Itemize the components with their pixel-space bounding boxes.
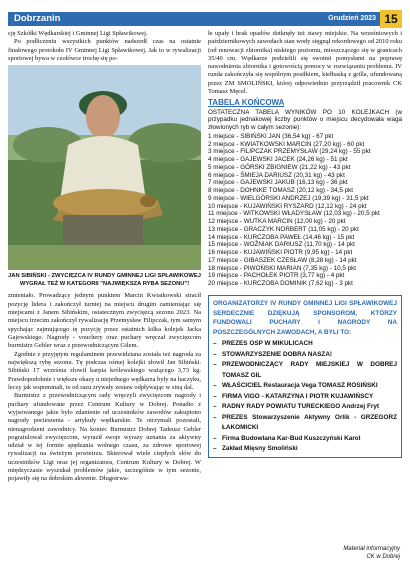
left-paragraph-3: Zgodnie z przyjętym regulaminem przewidziana została też nagroda za największą rybę sezonu. Tę podczas ośmej kolejki złowił Jan Sibiński. Sibiński 17 września złowił karpia królewskiego ważącego 3,73 kg. Prawdopodobnie i większe okazy u niejednego wędkarza były na haczyku, leczy jak wspominali, te od razu zrywały zestaw odpływając w siną dal. <box>8 350 201 391</box>
left-paragraph-2: zmieniało. Prowadzący jednym punktem Marcin Kwiatkowski stracił pozycję lidera i zakończył turniej na miejscu drugim zamieniając się miejscami z Janem Sibińskim, ostatecznym zwycięzcą sezonu 2023. Na miejscu trzecim zakończył rywalizację Przemysław Filipczak, tym samym spychając zajmującego tę pozycję przez ostatnich kilka kolejek Jacka Gajewskiego. Nagrody - vouchery oraz puchary wręczał zwycięzcom burmistrz Gebler wraz z przewodniczącym Gilem. <box>8 292 201 350</box>
sponsor-item: – STOWARZYSZENIE DOBRA NASZA! <box>213 350 397 361</box>
result-row: 14 miejsce - KURCZOBA PAWEŁ (14,46 kg) - 15 pkt <box>208 233 355 241</box>
right-top-text: łe upały i brak opadów dotknęły też stawy miejskie. Na wrześniowych i październikowych zawodach stan wody sięgnął rekordowego od 2010 roku (od renowacji zbiornika) niskiego poziomu, mieszczącego się w granicach 35/40 cm. Wędkarze podzielili się swoimi pomysłami na poprawę nawodnienia zbiornika i gotowością pomocy w rozwiązaniu problemu. IV runda zakończyła się wspólnym posiłkiem, kiełbaską z grilla, ufundowaną przez ZM SMOLIŃSKI, której odpowiednio przyrządził pracownik CK Tomasz Męcel. <box>208 30 402 96</box>
page-header <box>8 12 402 26</box>
result-row: 13 miejsce - GRACZYK NORBERT (11,05 kg) - 20 pkt <box>208 225 359 233</box>
result-row: 15 miejsce - WOŹNIAK DARIUSZ (11,70 kg) - 14 pkt <box>208 241 355 249</box>
right-column <box>208 30 402 458</box>
sponsor-item: – FIRMA VIGO - KATARZYNA I PIOTR KUJAWIŃSCY <box>213 392 397 403</box>
sponsor-item: – PREZES OSP W MIKULICACH <box>213 339 397 350</box>
left-column <box>8 30 201 484</box>
results-list <box>208 133 402 288</box>
results-table <box>208 109 402 288</box>
result-row: 12 miejsce - WUTKA MARCIN (12,00 kg) - 20 pkt <box>208 218 346 226</box>
result-row: 8 miejsce - DOHNKE TOMASZ (20,12 kg) - 34,5 pkt <box>208 187 353 195</box>
page-number: 15 <box>380 10 402 28</box>
left-paragraph-1: Po podliczeniu wszystkich punktów nadszedł czas na ostatnie finałowego protokołu IV Gminnej Ligi Spławikowej. Jak to w rywalizacji sportowej bywa w czołówce trochę się po- <box>8 38 201 63</box>
result-row: 16 miejsce - KUJAWIŃSKI PIOTR (9,95 kg) - 14 pkt <box>208 249 353 257</box>
result-row: 1 miejsce - SIBIŃSKI JAN (36,54 kg) - 67 pkt <box>208 132 334 140</box>
results-intro: OSTATECZNA TABELA WYNIKÓW PO 10 KOLEJKACH (w przypadku jednakowej liczby punktów o miejscu decydowała waga złowionych ryb w całym sezonie): <box>208 108 402 132</box>
result-row: 6 miejsce - ŚMIEJA DARIUSZ (20,31 kg) - 43 pkt <box>208 171 345 179</box>
newspaper-title: Dobrzanin <box>14 13 61 24</box>
angler-photo <box>8 65 201 270</box>
material-line-2: CK w Dobrej <box>366 553 400 560</box>
material-note <box>343 546 400 561</box>
result-row: 17 miejsce - GIBASZEK CZESŁAW (8,28 kg) - 14 pkt <box>208 256 357 264</box>
sponsor-list <box>213 339 397 455</box>
result-row: 18 miejsce - PIWOŃSKI MARIAN (7,35 kg) - 10,5 pkt <box>208 264 357 272</box>
left-top-text: cję Szkółki Wędkarskiej i Gminnej Ligi Spławikowej. <box>8 30 148 37</box>
result-row: 11 miejsce - WITKOWSKI WŁADYSŁAW (12,03 kg) - 20,5 pkt <box>208 210 380 218</box>
sponsor-item: – PRZEWODNICZĄCY RADY MIEJSKIEJ W DOBREJ TOMASZ GIL <box>213 360 397 381</box>
result-row: 5 miejsce - GÓRSKI ZBIGNIEW (21,22 kg) - 43 pkt <box>208 163 351 171</box>
result-row: 7 miejsce - GAJEWSKI JAKUB (16,13 kg) - 36 pkt <box>208 179 348 187</box>
sponsor-box <box>208 295 402 458</box>
result-row: 10 miejsce - KUJAWIŃSKI RYSZARD (12,12 kg) - 24 pkt <box>208 202 367 210</box>
sponsor-item: – PREZES Stowarzyszenie Aktywny Orlik - GRZEGORZ ŁAKOMICKI <box>213 413 397 434</box>
result-row: 4 miejsce - GAJEWSKI JACEK (24,26 kg) - 51 pkt <box>208 156 348 164</box>
sponsor-item: – Firma Budowlana Kar-Bud Kuszczyński Karol <box>213 434 397 445</box>
result-row: 19 miejsce - PACHOŁEK PIOTR (3,77 kg) - 4 pkt <box>208 272 345 280</box>
sponsor-item: – RADNY RADY POWIATU TURECKIEGO Andrzej Fryt <box>213 402 397 413</box>
angler-photo-image <box>8 65 201 270</box>
sponsor-intro: ORGANIZATORZY IV RUNDY GMINNEJ LIGI SPŁAWIKOWEJ SERDECZNIE DZIĘKUJĄ SPONSOROM, KTÓRZY FUNDOWALI PUCHARY I NAGRODY NA POSZCZEGÓLNYCH ZAWODACH, A BYLI TO: <box>213 299 397 336</box>
sponsor-item: – Zakład Mięsny Smoliński <box>213 444 397 455</box>
photo-caption: JAN SIBIŃSKI - ZWYCIĘZCA IV RUNDY GMINNEJ LIGI SPŁAWIKOWEJ WYGRAŁ TEŻ W KATEGORII "NAJWIĘKSZA RYBA SEZONU"! <box>8 273 201 287</box>
material-line-1: Materiał informacyjny <box>343 546 400 552</box>
result-row: 20 miejsce - KURCZOBA DOMINIK (7,62 kg) - 3 pkt <box>208 280 353 288</box>
result-row: 2 miejsce - KWIATKOWSKI MARCIN (27,20 kg) - 60 pkt <box>208 140 365 148</box>
result-row: 9 miejsce - WIELGÓRSKI ANDRZEJ (19,39 kg) - 31,5 pkt <box>208 194 369 202</box>
section-title: TABELA KOŃCOWA <box>208 98 285 108</box>
issue-date: Grudzień 2023 <box>328 15 376 22</box>
sponsor-item: – WŁAŚCICIEL Restauracja Vega TOMASZ ROSIŃSKI <box>213 381 397 392</box>
left-paragraph-4: Burmistrz z przewodniczącym rady wręczyli zwycięzcom nagrody i puchary ufundowane przez Centrum Kultury w Dobrej. Ponadto z wyjsowanego jakie było zdanienie od uczestników zawodów zakupiono nagrody pocieszenia - artykuły wędkarskie. Te otrzymali pozostali, nienagrodzeni zawodnicy. Na koniec Burmistrz Dobrej Tadeusz Gebler pogratulował zwycięzcom, wyraził swoje wyrazy uznania za aktywny udział w tej formie spędzania wolnego czasu, za zdrowe sportowej rywalizacji na świeżym powietrzu. Skierował wiele ciepłych słów do uczestników Ligi oraz jej organizatora, Centrum Kultury w Dobrej. W międzyczasie wyszukał problemów jakie, szczególnie w tym sezonie, pojawiły się na dobrskim akwenie. Długotrwa- <box>8 392 201 483</box>
result-row: 3 miejsce - FILIPCZAK PRZEMYSŁAW (29,24 kg) - 55 pkt <box>208 148 371 156</box>
